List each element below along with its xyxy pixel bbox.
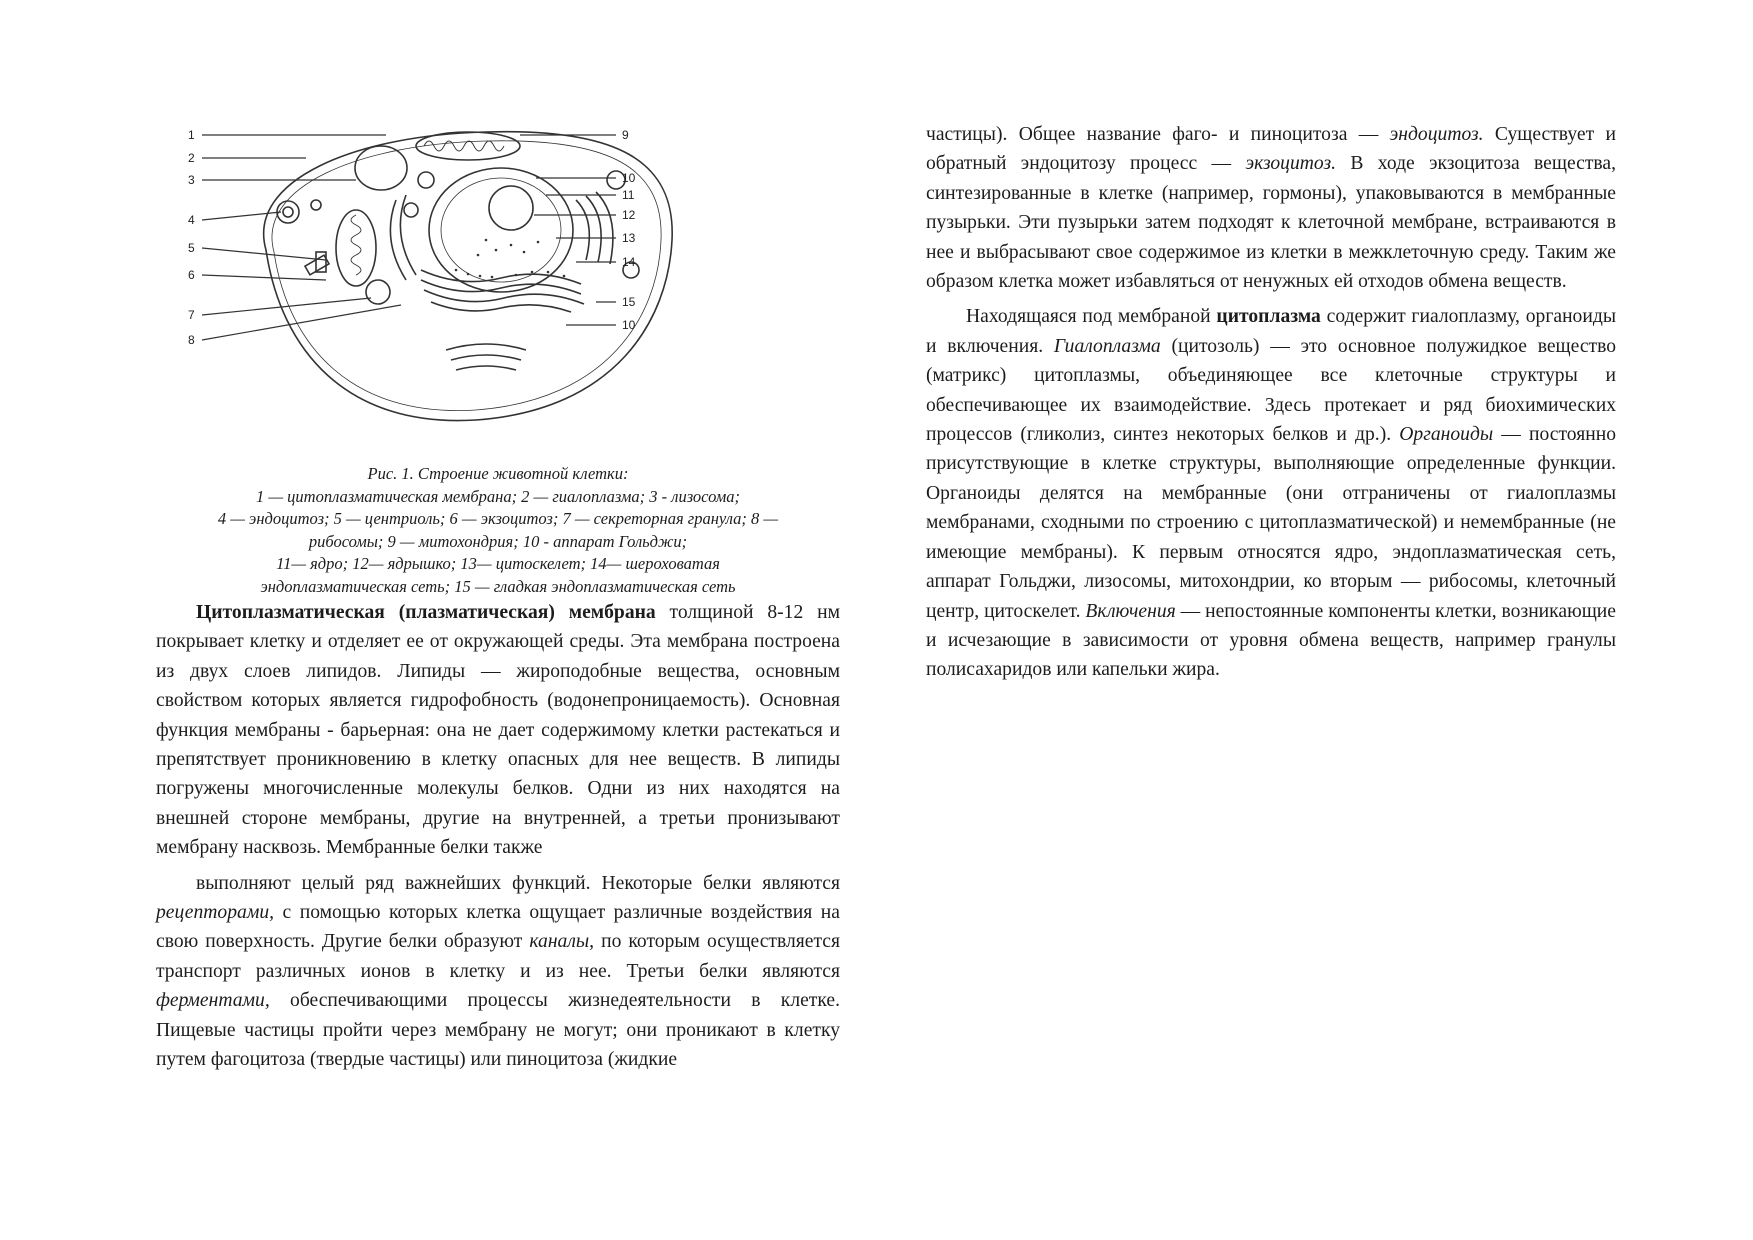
cell-diagram-figure: [156, 120, 840, 455]
lysosome: [355, 146, 407, 190]
caption-line: Рис. 1. Строение животной клетки:: [367, 464, 629, 483]
diagram-label: 14: [622, 255, 636, 269]
term-endocytosis: эндоцитоз.: [1389, 124, 1484, 145]
term-hyaloplasm: Гиалоплазма: [1053, 335, 1161, 357]
cytoplasm-paragraph: Находящаяся под мембраной цитоплазма содержит гиалоплазму, органоиды и включения. Гиалоплазма (цитозоль) — это основное полужидкое вещество (матрикс) цитоплазмы, объединяющее все клеточные структуры и обеспечивающее их взаимодействие. Здесь протекает и ряд биохимических процессов (гликолиз, синтез некоторых белков и др.). Органоиды — постоянно присутствующие в клетке структуры, выполняющие определенные функции. Органоиды делятся на мембранные (они отграничены от гиалоплазмы мембранами, сходными по строению с цитоплазматической) и немембранные (не имеющие мембраны). К первым относятся ядро, эндоплазматическая сеть, аппарат Гольджи, лизосомы, митохондрии, ко вторым — рибосомы, клеточный центр, цитоскелет. Включения — непостоянные компоненты клетки, возникающие и исчезающие в зависимости от уровня обмена веществ, например гранулы полисахаридов или капельки жира.: [926, 306, 1617, 681]
term-exocytosis: экзоцитоз.: [1245, 153, 1337, 175]
diagram-label: 10: [622, 171, 636, 185]
secretory-granule: [366, 280, 390, 304]
caption-line: 11— ядро; 12— ядрышко; 13— цитоскелет; 14— шероховатая: [276, 554, 720, 573]
term-enzymes: ферментами,: [156, 990, 270, 1012]
diagram-label: 5: [188, 241, 195, 255]
diagram-label: 11: [622, 188, 635, 202]
caption-line: 1 — цитоплазматическая мембрана; 2 — гиалоплазма; 3 - лизосома;: [256, 486, 740, 506]
diagram-label: 4: [188, 213, 195, 227]
membrane-paragraph: Цитоплазматическая (плазматическая) мембрана толщиной 8-12 нм покрывает клетку и отделяет ее от окружающей среды. Эта мембрана построена из двух слоев липидов. Липиды — жироподобные вещества, основным свойством которых является гидрофобность (водонепроницаемость). Основная функция мембраны - барьерная: она не дает содержимому клетки растекаться и препятствует проникновению в клетку опасных для нее веществ. В липиды погружены многочисленные молекулы белков. Одни из них находятся на внешней стороне мембраны, другие на внутренней, а третьи пронизывают мембрану насквозь. Мембранные белки также: [156, 602, 840, 859]
mitochondrion: [416, 132, 520, 160]
term-organelles: Органоиды: [1399, 424, 1494, 446]
diagram-label: 7: [188, 308, 195, 322]
caption-line: рибосомы; 9 — митохондрия; 10 - аппарат Гольджи;: [308, 531, 688, 551]
diagram-label: 8: [188, 333, 195, 347]
endocytosis-paragraph: частицы). Общее название фаго- и пиноцитоза — эндоцитоз. Существует и обратный эндоцитозу процесс — экзоцитоз. В ходе экзоцитоза вещества, синтезированные в клетке (например, гормоны), упаковываются в мембранные пузырьки. Эти пузырьки затем подходят к клеточной мембране, встраиваются в нее и выбрасывают свое содержимое из клетки в межклеточную среду. Таким же образом клетка может избавляться от ненужных ей отходов обмена веществ.: [926, 124, 1616, 293]
diagram-label: 3: [188, 173, 195, 187]
term-cytoplasm: цитоплазма: [1216, 306, 1321, 328]
nucleus: [429, 168, 573, 292]
caption-line: эндоплазматическая сеть; 15 — гладкая эндоплазматическая сеть: [260, 576, 736, 596]
diagram-label: 12: [622, 208, 636, 222]
diagram-label: 13: [622, 231, 636, 245]
left-column: [156, 120, 840, 1075]
nucleolus: [489, 186, 533, 230]
term-receptors: рецепторами,: [156, 902, 275, 924]
right-column: [926, 120, 1616, 685]
diagram-label: 1: [188, 128, 195, 142]
figure-caption: [156, 463, 840, 598]
membrane-term: Цитоплазматическая (плазматическая) мембрана: [196, 602, 656, 623]
diagram-label: 10: [622, 318, 636, 332]
caption-line: 4 — эндоцитоз; 5 — центриоль; 6 — экзоцитоз; 7 — секреторная гранула; 8 —: [217, 509, 779, 528]
cell-membrane-inner: [272, 141, 661, 411]
diagram-label: 6: [188, 268, 195, 282]
diagram-label: 2: [188, 151, 195, 165]
diagram-label: 9: [622, 128, 629, 142]
membrane-proteins-paragraph: выполняют целый ряд важнейших функций. Некоторые белки являются рецепторами, с помощью которых клетка ощущает различные воздействия на свою поверхность. Другие белки образуют каналы, по которым осуществляется транспорт различных ионов в клетку и из нее. Третьи белки являются ферментами, обеспечивающими процессы жизнедеятельности в клетке. Пищевые частицы пройти через мембрану не могут; они проникают в клетку путем фагоцитоза (твердые частицы) или пиноцитоза (жидкие: [156, 872, 840, 1071]
diagram-label: 15: [622, 295, 636, 309]
term-channels: каналы,: [529, 931, 595, 953]
animal-cell-diagram: [156, 120, 840, 455]
term-inclusions: Включения: [1085, 600, 1176, 622]
